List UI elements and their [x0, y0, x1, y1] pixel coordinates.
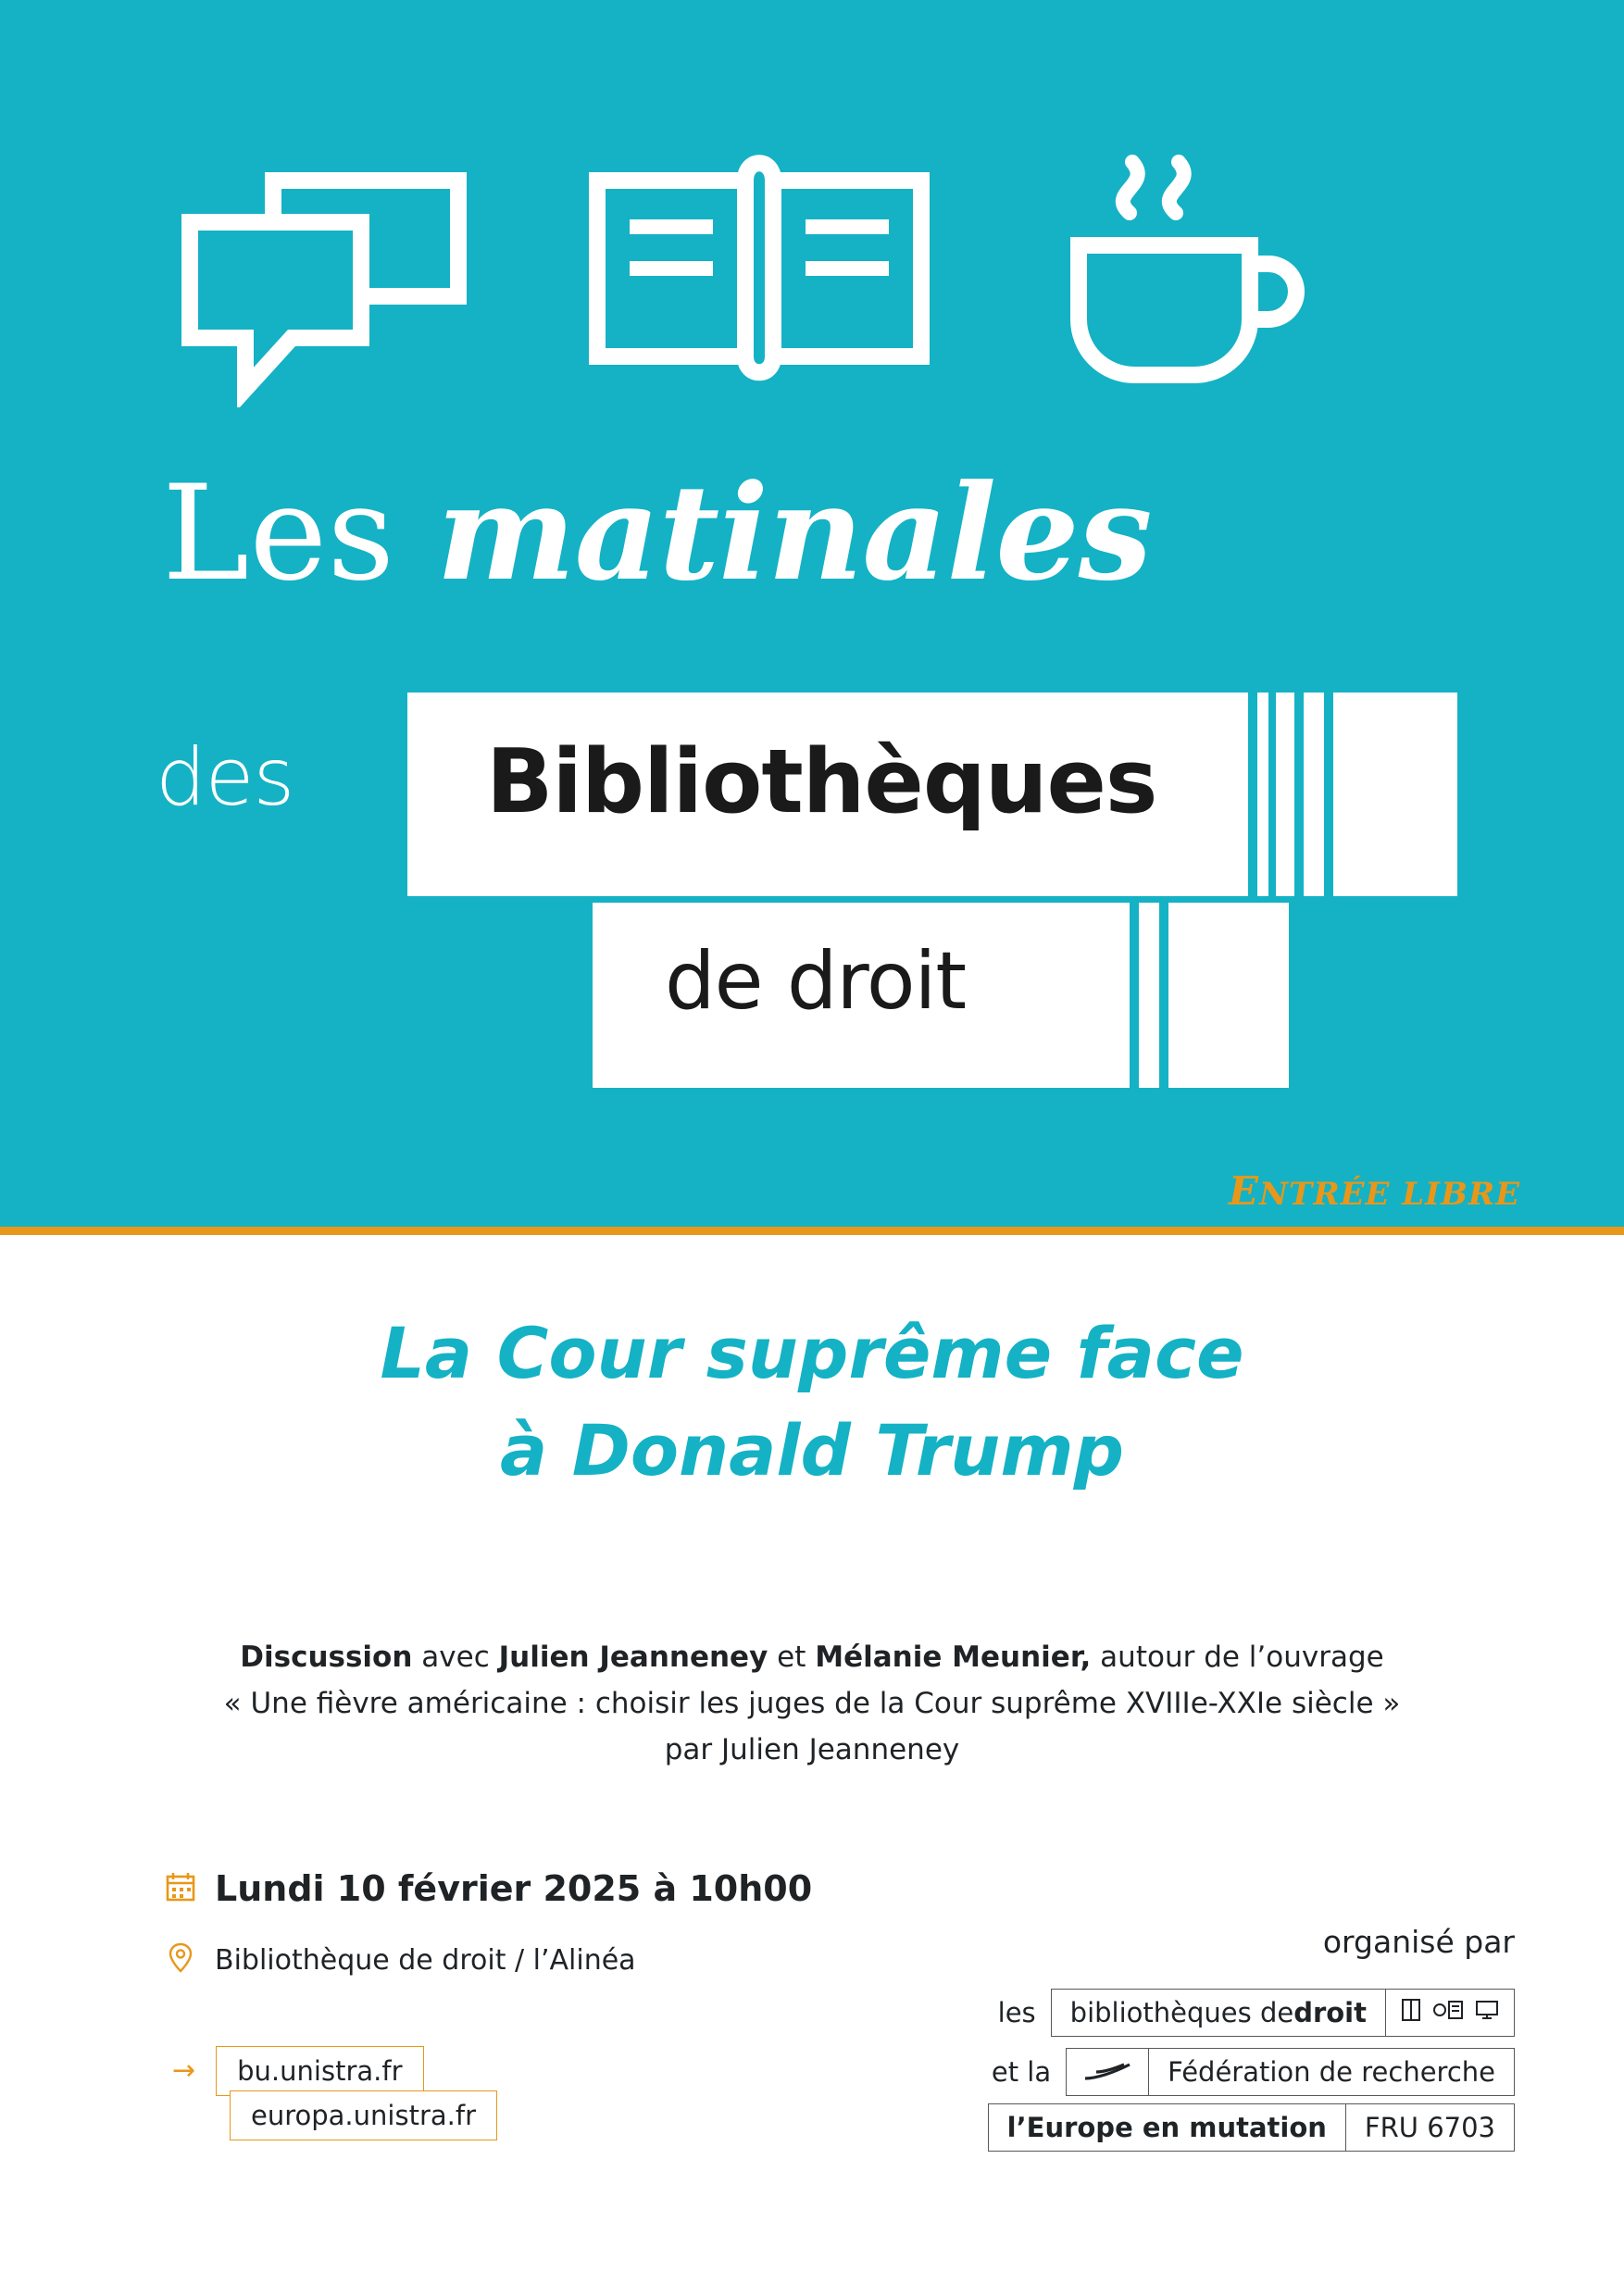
description-tail: autour de l’ouvrage	[1091, 1641, 1384, 1674]
organiser-federation-name: Fédération de recherche	[1149, 2048, 1515, 2096]
biblio-gap-line	[1248, 693, 1257, 896]
link-bu-unistra[interactable]: bu.unistra.fr	[216, 2046, 423, 2096]
speaker-1: Julien Jeanneney	[498, 1641, 768, 1674]
droit-spine-2	[1168, 903, 1289, 1088]
speech-bubbles-icon	[162, 157, 477, 411]
title-des: des	[156, 731, 294, 824]
organiser-europe-name: l’Europe en mutation	[988, 2103, 1346, 2152]
organiser-row-libraries	[998, 1989, 1515, 2037]
page-title	[162, 456, 1152, 610]
orange-divider	[0, 1227, 1624, 1235]
organiser-libraries-icons	[1386, 1989, 1515, 2037]
calendar-icon	[165, 1870, 198, 1907]
organiser-row-federation	[992, 2048, 1515, 2096]
description-lead: Discussion	[240, 1641, 413, 1674]
title-de-droit: de droit	[665, 935, 967, 1028]
title-matinales: matinales	[436, 456, 1152, 610]
organiser-row-2-label: et la	[991, 2056, 1052, 2088]
description-line-1	[0, 1634, 1624, 1680]
screen-icon	[1475, 1997, 1499, 2028]
description-block	[0, 1634, 1624, 1774]
link-europa-unistra[interactable]: europa.unistra.fr	[230, 2090, 497, 2140]
organiser-row-1-label: les	[997, 1997, 1036, 2028]
organiser-fru-code: FRU 6703	[1346, 2103, 1515, 2152]
description-line-2: « Une fièvre américaine : choisir les juges de la Cour suprême XVIIIe-XXIe siècle »	[223, 1687, 1401, 1721]
biblio-spine-1	[1276, 693, 1294, 896]
title-les: Les	[162, 457, 437, 610]
biblio-spine-2	[1304, 693, 1324, 896]
event-location-row	[169, 1942, 636, 1978]
description-line-3: par Julien Jeanneney	[664, 1733, 960, 1767]
entree-libre-rest: NTRÉE LIBRE	[1258, 1176, 1520, 1213]
book-icon	[1401, 1997, 1421, 2028]
organiser-row-europe	[988, 2103, 1515, 2152]
organiser-libraries-bold: droit	[1293, 1997, 1367, 2028]
open-book-icon	[588, 148, 931, 393]
coffee-cup-icon	[1051, 148, 1310, 402]
talk-title	[0, 1305, 1624, 1500]
speaker-2: Mélanie Meunier,	[815, 1641, 1092, 1674]
entree-libre-badge	[1229, 1168, 1520, 1214]
organisers-heading: organisé par	[1322, 1924, 1515, 1960]
title-bibliotheques: Bibliothèques	[486, 731, 1157, 833]
entree-libre-cap: E	[1228, 1168, 1259, 1214]
swoosh-icon	[1066, 2048, 1149, 2096]
description-mid: avec	[412, 1641, 499, 1674]
links-row	[165, 2046, 424, 2096]
droit-spine-1	[1139, 903, 1159, 1088]
biblio-spine-3	[1333, 693, 1457, 896]
organiser-libraries-name	[1051, 1989, 1386, 2037]
event-date: Lundi 10 février 2025 à 10h00	[215, 1868, 813, 1909]
icon-row	[162, 148, 1301, 407]
talk-title-line2: à Donald Trump	[499, 1408, 1125, 1491]
event-date-row	[165, 1868, 812, 1909]
map-pin-icon	[169, 1942, 193, 1978]
library-icon	[1432, 1997, 1464, 2028]
arrow-right-icon: →	[172, 2054, 196, 2087]
description-and: et	[768, 1641, 816, 1674]
event-location: Bibliothèque de droit / l’Alinéa	[215, 1943, 636, 1977]
organiser-libraries-plain: bibliothèques de	[1069, 1997, 1294, 2028]
talk-title-line1: La Cour suprême face	[380, 1312, 1244, 1394]
